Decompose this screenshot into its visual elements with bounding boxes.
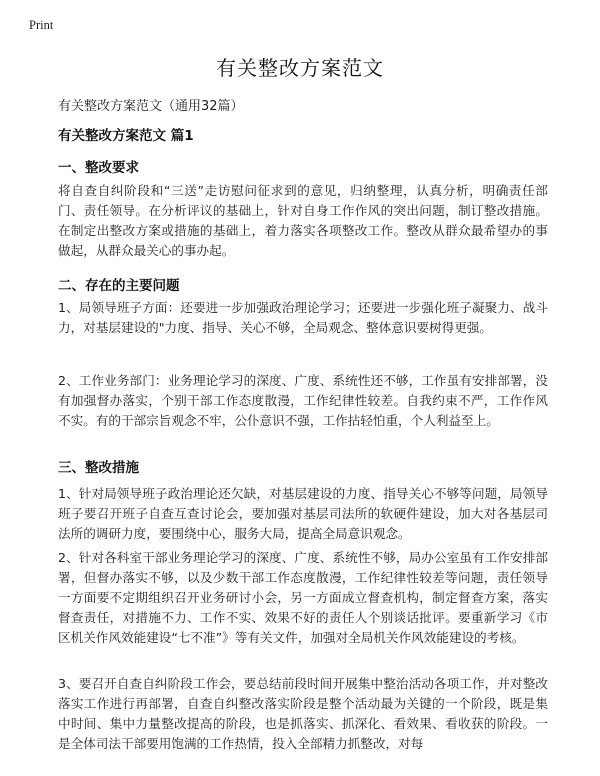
part-heading: 有关整改方案范文 篇1 xyxy=(58,128,194,144)
paragraph-measure-1: 1、针对局领导班子政治理论还欠缺，对基层建设的力度、指导关心不够等问题，局领导班子要召开班子自查互查讨论会，要加强对基层司法所的软硬件建设，加大对各基层司法所的调研力度，要围绕中心，服务大局，提高全局意识观念。 xyxy=(58,486,548,541)
paragraph-requirements: 将自查自纠阶段和“三送”走访慰问征求到的意见，归纳整理，认真分析，明确责任部门、责任领导。在分析评议的基础上，针对自身工作作风的突出问题，制订整改措施。在制定出整改方案或措施的基础上，着力落实各项整改工作。整改从群众最希望办的事做起，从群众最关心的事办起。 xyxy=(58,183,548,258)
paragraph-measure-3: 3、要召开自查自纠阶段工作会，要总结前段时间开展集中整治活动各项工作，并对整改落实工作进行再部署，自查自纠整改落实阶段是整个活动最为关键的一个阶段，既是集中时间、集中力量整改提高的阶段，也是抓落实、抓深化、看效果、看收获的阶段。一是全体司法干部要用饱满的工作热情，投入全部精力抓整改，对每 xyxy=(58,676,548,751)
section-heading-requirements: 一、整改要求 xyxy=(58,160,139,176)
document-title: 有关整改方案范文 xyxy=(216,56,384,80)
document-subtitle: 有关整改方案范文（通用32篇） xyxy=(58,99,244,114)
paragraph-problem-2: 2、工作业务部门：业务理论学习的深度、广度、系统性还不够，工作虽有安排部署，没有加强督办落实，个别干部工作态度散漫，工作纪律性较差。自我约束不严，工作作风不实。有的干部宗旨观念不牢，公仆意识不强，工作拈轻怕重，个人利益至上。 xyxy=(58,373,548,428)
print-label[interactable]: Print xyxy=(29,18,54,32)
section-heading-problems: 二、存在的主要问题 xyxy=(58,278,180,294)
section-heading-measures: 三、整改措施 xyxy=(58,460,139,476)
paragraph-measure-2: 2、针对各科室干部业务理论学习的深度、广度、系统性不够，局办公室虽有工作安排部署，但督办落实不够，以及少数干部工作态度散漫，工作纪律性较差等问题，责任领导一方面要不定期组织召开业务研讨小会，另一方面成立督查机构，制定督查方案，落实督查责任，对措施不力、工作不实、效果不好的责任人个别谈话批评。要重新学习《市区机关作风效能建设“七不准”》等有关文件，加强对全局机关作风效能建设的考核。 xyxy=(58,550,548,645)
paragraph-problem-1: 1、局领导班子方面：还要进一步加强政治理论学习；还要进一步强化班子凝聚力、战斗力，对基层建设的"力度、指导、关心不够，全局观念、整体意识要树得更强。 xyxy=(58,300,548,335)
